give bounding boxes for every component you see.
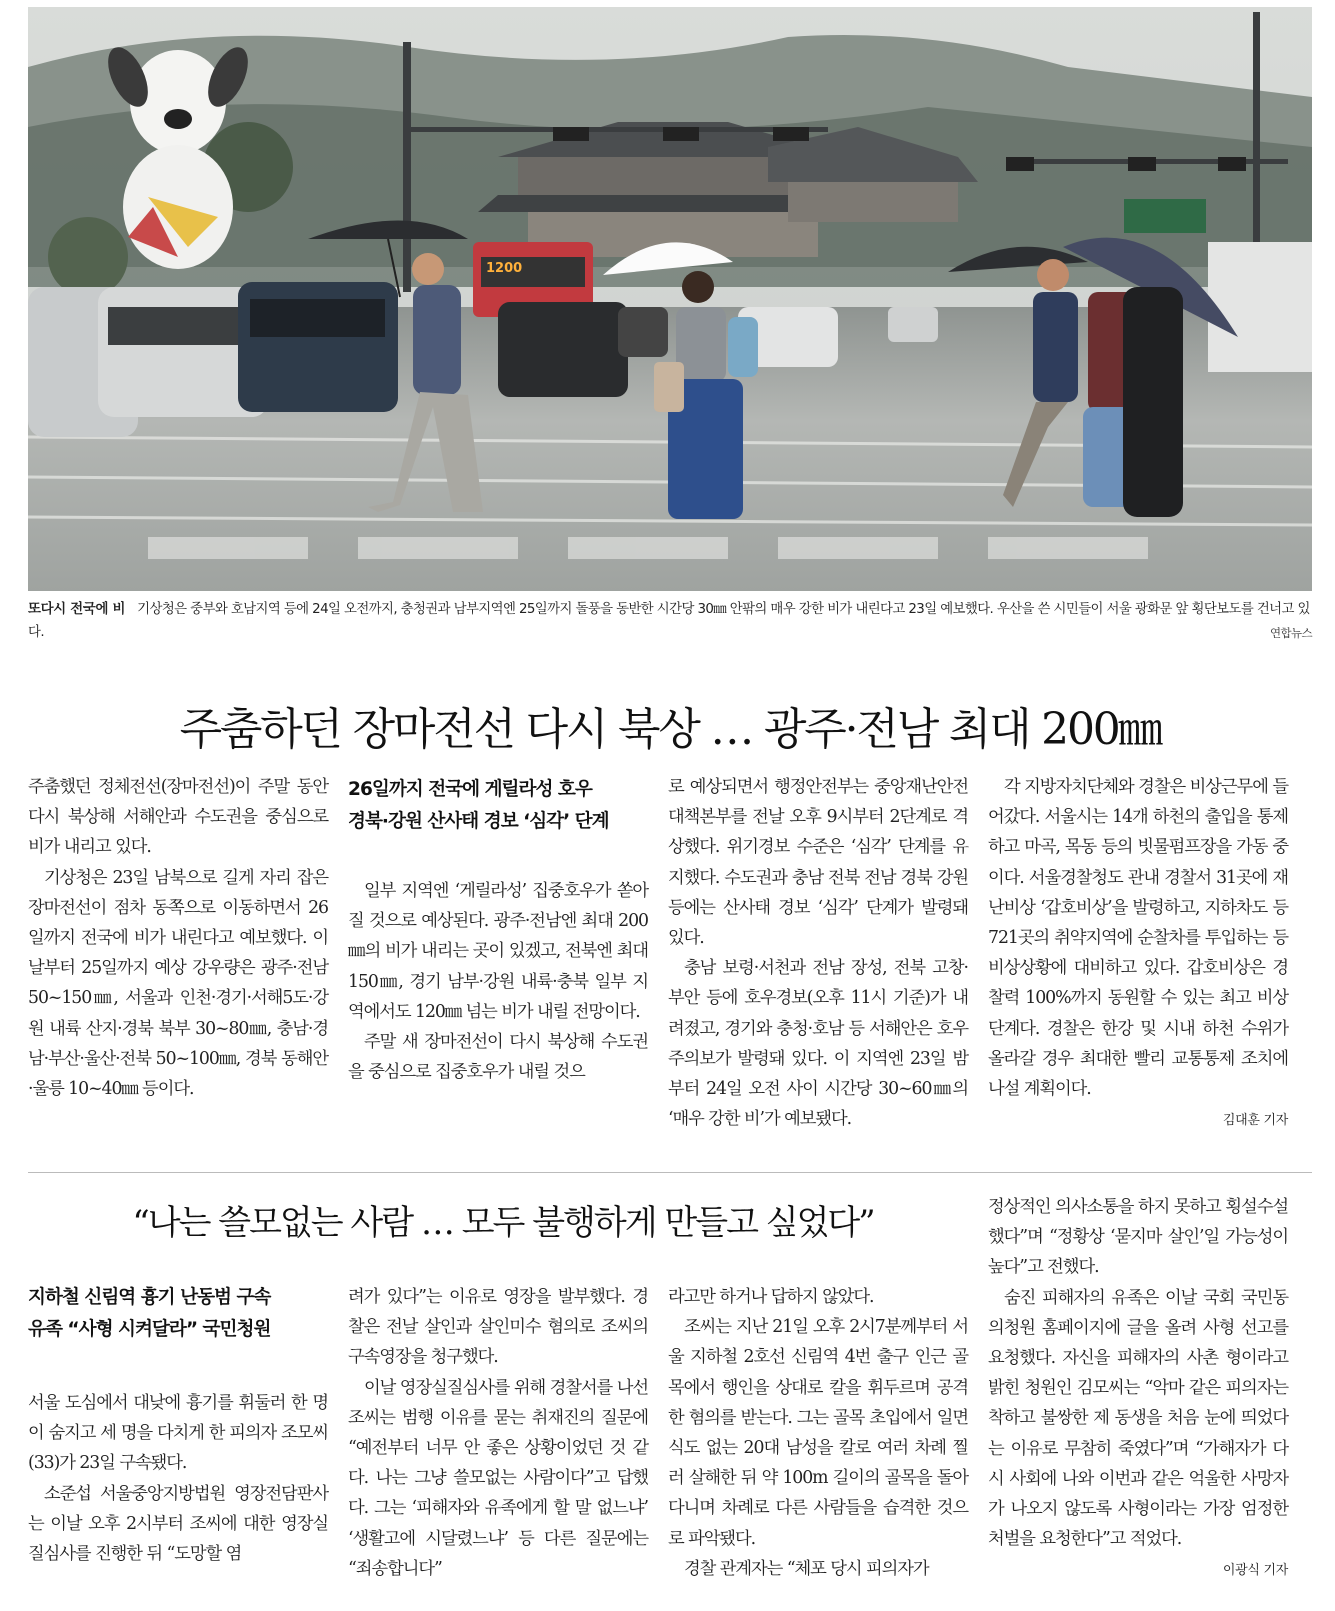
- story2-column-4: [988, 1192, 1288, 1587]
- story1-byline: 김대훈 기자: [1222, 1113, 1288, 1129]
- caption-text: 기상청은 중부와 호남지역 등에 24일 오전까지, 충청권과 남부지역엔 25일까지 돌풍을 동반한 시간당 30㎜ 안팎의 매우 강한 비가 내린다고 23일 예보했다. 우산을 쓴 시민들이 서울 광화문 앞 횡단보도를 건너고 있다.: [28, 602, 1310, 640]
- story2-headline: “나는 쓸모없는 사람 … 모두 불행하게 만들고 싶었다”: [132, 1203, 874, 1243]
- news-photo: [28, 7, 1312, 591]
- section-divider: [28, 1172, 1312, 1173]
- story1-col2-p2: 주말 새 장마전선이 다시 북상해 수도권을 중심으로 집중호우가 내릴 것으: [348, 1032, 648, 1083]
- story2-col4-p2: 숨진 피해자의 유족은 이날 국회 국민동의청원 홈페이지에 글을 올려 사형 선고를 요청했다. 자신을 피해자의 사촌 형이라고 밝힌 청원인 김모씨는 “악마 같은 피의자는 착하고 불쌍한 제 동생을 처음 눈에 띄었다는 이유로 무참히 죽였다”며 “가해자가 다시 사회에 나와 이번과 같은 억울한 사망자가 나오지 않도록 사형이라는 가장 엄정한 처벌을 요청한다”고 적었다.: [988, 1287, 1288, 1550]
- story1-col3-p1: 로 예상되면서 행정안전부는 중앙재난안전대책본부를 전날 오후 9시부터 2단계로 격상했다. 위기경보 수준은 ‘심각’ 단계를 유지했다. 수도권과 충남 전북 전남 경북 강원 등에는 산사태 경보 ‘심각’ 단계가 발령돼 있다.: [668, 777, 968, 949]
- story1-subhead-1: 26일까지 전국에 게릴라성 호우: [348, 779, 592, 800]
- story1-column-4: [988, 772, 1288, 1136]
- story2-subhead-1: 지하철 신림역 흉기 난동범 구속: [28, 1287, 271, 1308]
- story2-col1-p1: 서울 도심에서 대낮에 흉기를 휘둘러 한 명이 숨지고 세 명을 다치게 한 피의자 조모씨(33)가 23일 구속됐다.: [28, 1393, 328, 1474]
- story1-col1-p2: 기상청은 23일 남북으로 길게 자리 잡은 장마전선이 점차 동쪽으로 이동하면서 26일까지 전국에 비가 내린다고 예보했다. 이날부터 25일까지 예상 강우량은 광주·전남 50~150㎜, 서울과 인천·경기·서해5도·강원 내륙 산지·경북 북부 30~80㎜, 충남·경남·부산·울산·전북 50~100㎜, 경북 동해안·울릉 10~40㎜ 등이다.: [28, 867, 328, 1100]
- svg-text:1200: 1200: [486, 261, 523, 276]
- story2-col2-p1: 려가 있다”는 이유로 영장을 발부했다. 경찰은 전날 살인과 살인미수 혐의로 조씨의 구속영장을 청구했다.: [348, 1287, 648, 1368]
- story2-column-3: [668, 1282, 968, 1584]
- story1-column-2: [348, 774, 648, 1087]
- story1-col1-p1: 주춤했던 정체전선(장마전선)이 주말 동안 다시 북상해 서해안과 수도권을 중심으로 비가 내리고 있다.: [28, 777, 328, 858]
- photo-credit: 연합뉴스: [1269, 626, 1312, 640]
- photo-caption: [28, 598, 1312, 644]
- story2-col3-p2: 조씨는 지난 21일 오후 2시7분께부터 서울 지하철 2호선 신림역 4번 출구 인근 골목에서 행인을 상대로 칼을 휘두르며 공격한 혐의를 받는다. 그는 골목 초입에서 일면식도 없는 20대 남성을 칼로 여러 차례 찔러 살해한 뒤 약 100m 길이의 골목을 돌아다니며 차례로 다른 사람들을 습격한 것으로 파악됐다.: [668, 1317, 968, 1549]
- story1-col3-p2: 충남 보령·서천과 전남 장성, 전북 고창·부안 등에 호우경보(오후 11시 기준)가 내려졌고, 경기와 충청·호남 등 서해안은 호우주의보가 발령돼 있다. 이 지역엔 23일 밤부터 24일 오전 사이 시간당 30~60㎜의 ‘매우 강한 비’가 예보됐다.: [668, 958, 968, 1130]
- story2-col4-p1: 정상적인 의사소통을 하지 못하고 횡설수설했다”며 “정황상 ‘묻지마 살인’일 가능성이 높다”고 전했다.: [988, 1197, 1288, 1278]
- story2-subhead-2: 유족 “사형 시켜달라” 국민청원: [28, 1319, 271, 1340]
- story1-col4-p1: 각 지방자치단체와 경찰은 비상근무에 들어갔다. 서울시는 14개 하천의 출입을 통제하고 마곡, 목동 등의 빗물펌프장을 가동 중이다. 서울경찰청도 관내 경찰서 31곳에 재난비상 ‘갑호비상’을 발령하고, 지하차도 등 721곳의 취약지역에 순찰차를 투입하는 등 비상상황에 대비하고 있다. 갑호비상은 경찰력 100%까지 동원할 수 있는 최고 비상단계다. 경찰은 한강 및 시내 하천 수위가 올라갈 경우 최대한 빨리 교통통제 조치에 나설 계획이다.: [988, 777, 1288, 1100]
- story1-subhead-2: 경북·강원 산사태 경보 ‘심각’ 단계: [348, 811, 609, 832]
- story2-column-2: [348, 1282, 648, 1584]
- story2-column-1: [28, 1282, 328, 1569]
- story2-col2-p2: 이날 영장실질심사를 위해 경찰서를 나선 조씨는 범행 이유를 묻는 취재진의 질문에 “예전부터 너무 안 좋은 상황이었던 것 같다. 나는 그냥 쓸모없는 사람이다”고 답했다. 그는 ‘피해자와 유족에게 할 말 없느냐’ ‘생활고에 시달렸느냐’ 등 다른 질문에는 “죄송합니다”: [348, 1377, 648, 1579]
- caption-title: 또다시 전국에 비: [28, 602, 126, 617]
- story1-column-3: [668, 772, 968, 1134]
- story2-col3-p3: 경찰 관계자는 “체포 당시 피의자가: [684, 1558, 929, 1579]
- story1-headline: 주춤하던 장마전선 다시 북상 … 광주·전남 최대 200㎜: [179, 704, 1161, 755]
- story1-column-1: [28, 772, 328, 1104]
- story2-col1-p2: 소준섭 서울중앙지방법원 영장전담판사는 이날 오후 2시부터 조씨에 대한 영장실질심사를 진행한 뒤 “도망할 염: [28, 1483, 328, 1565]
- story2-col3-p1: 라고만 하거나 답하지 않았다.: [668, 1287, 874, 1307]
- story1-col2-p1: 일부 지역엔 ‘게릴라성’ 집중호우가 쏟아질 것으로 예상된다. 광주·전남엔 최대 200㎜의 비가 내리는 곳이 있겠고, 전북엔 최대 150㎜, 경기 남부·강원 내륙·충북 일부 지역에서도 120㎜ 넘는 비가 내릴 전망이다.: [348, 881, 648, 1022]
- story2-byline: 이광식 기자: [1222, 1563, 1288, 1579]
